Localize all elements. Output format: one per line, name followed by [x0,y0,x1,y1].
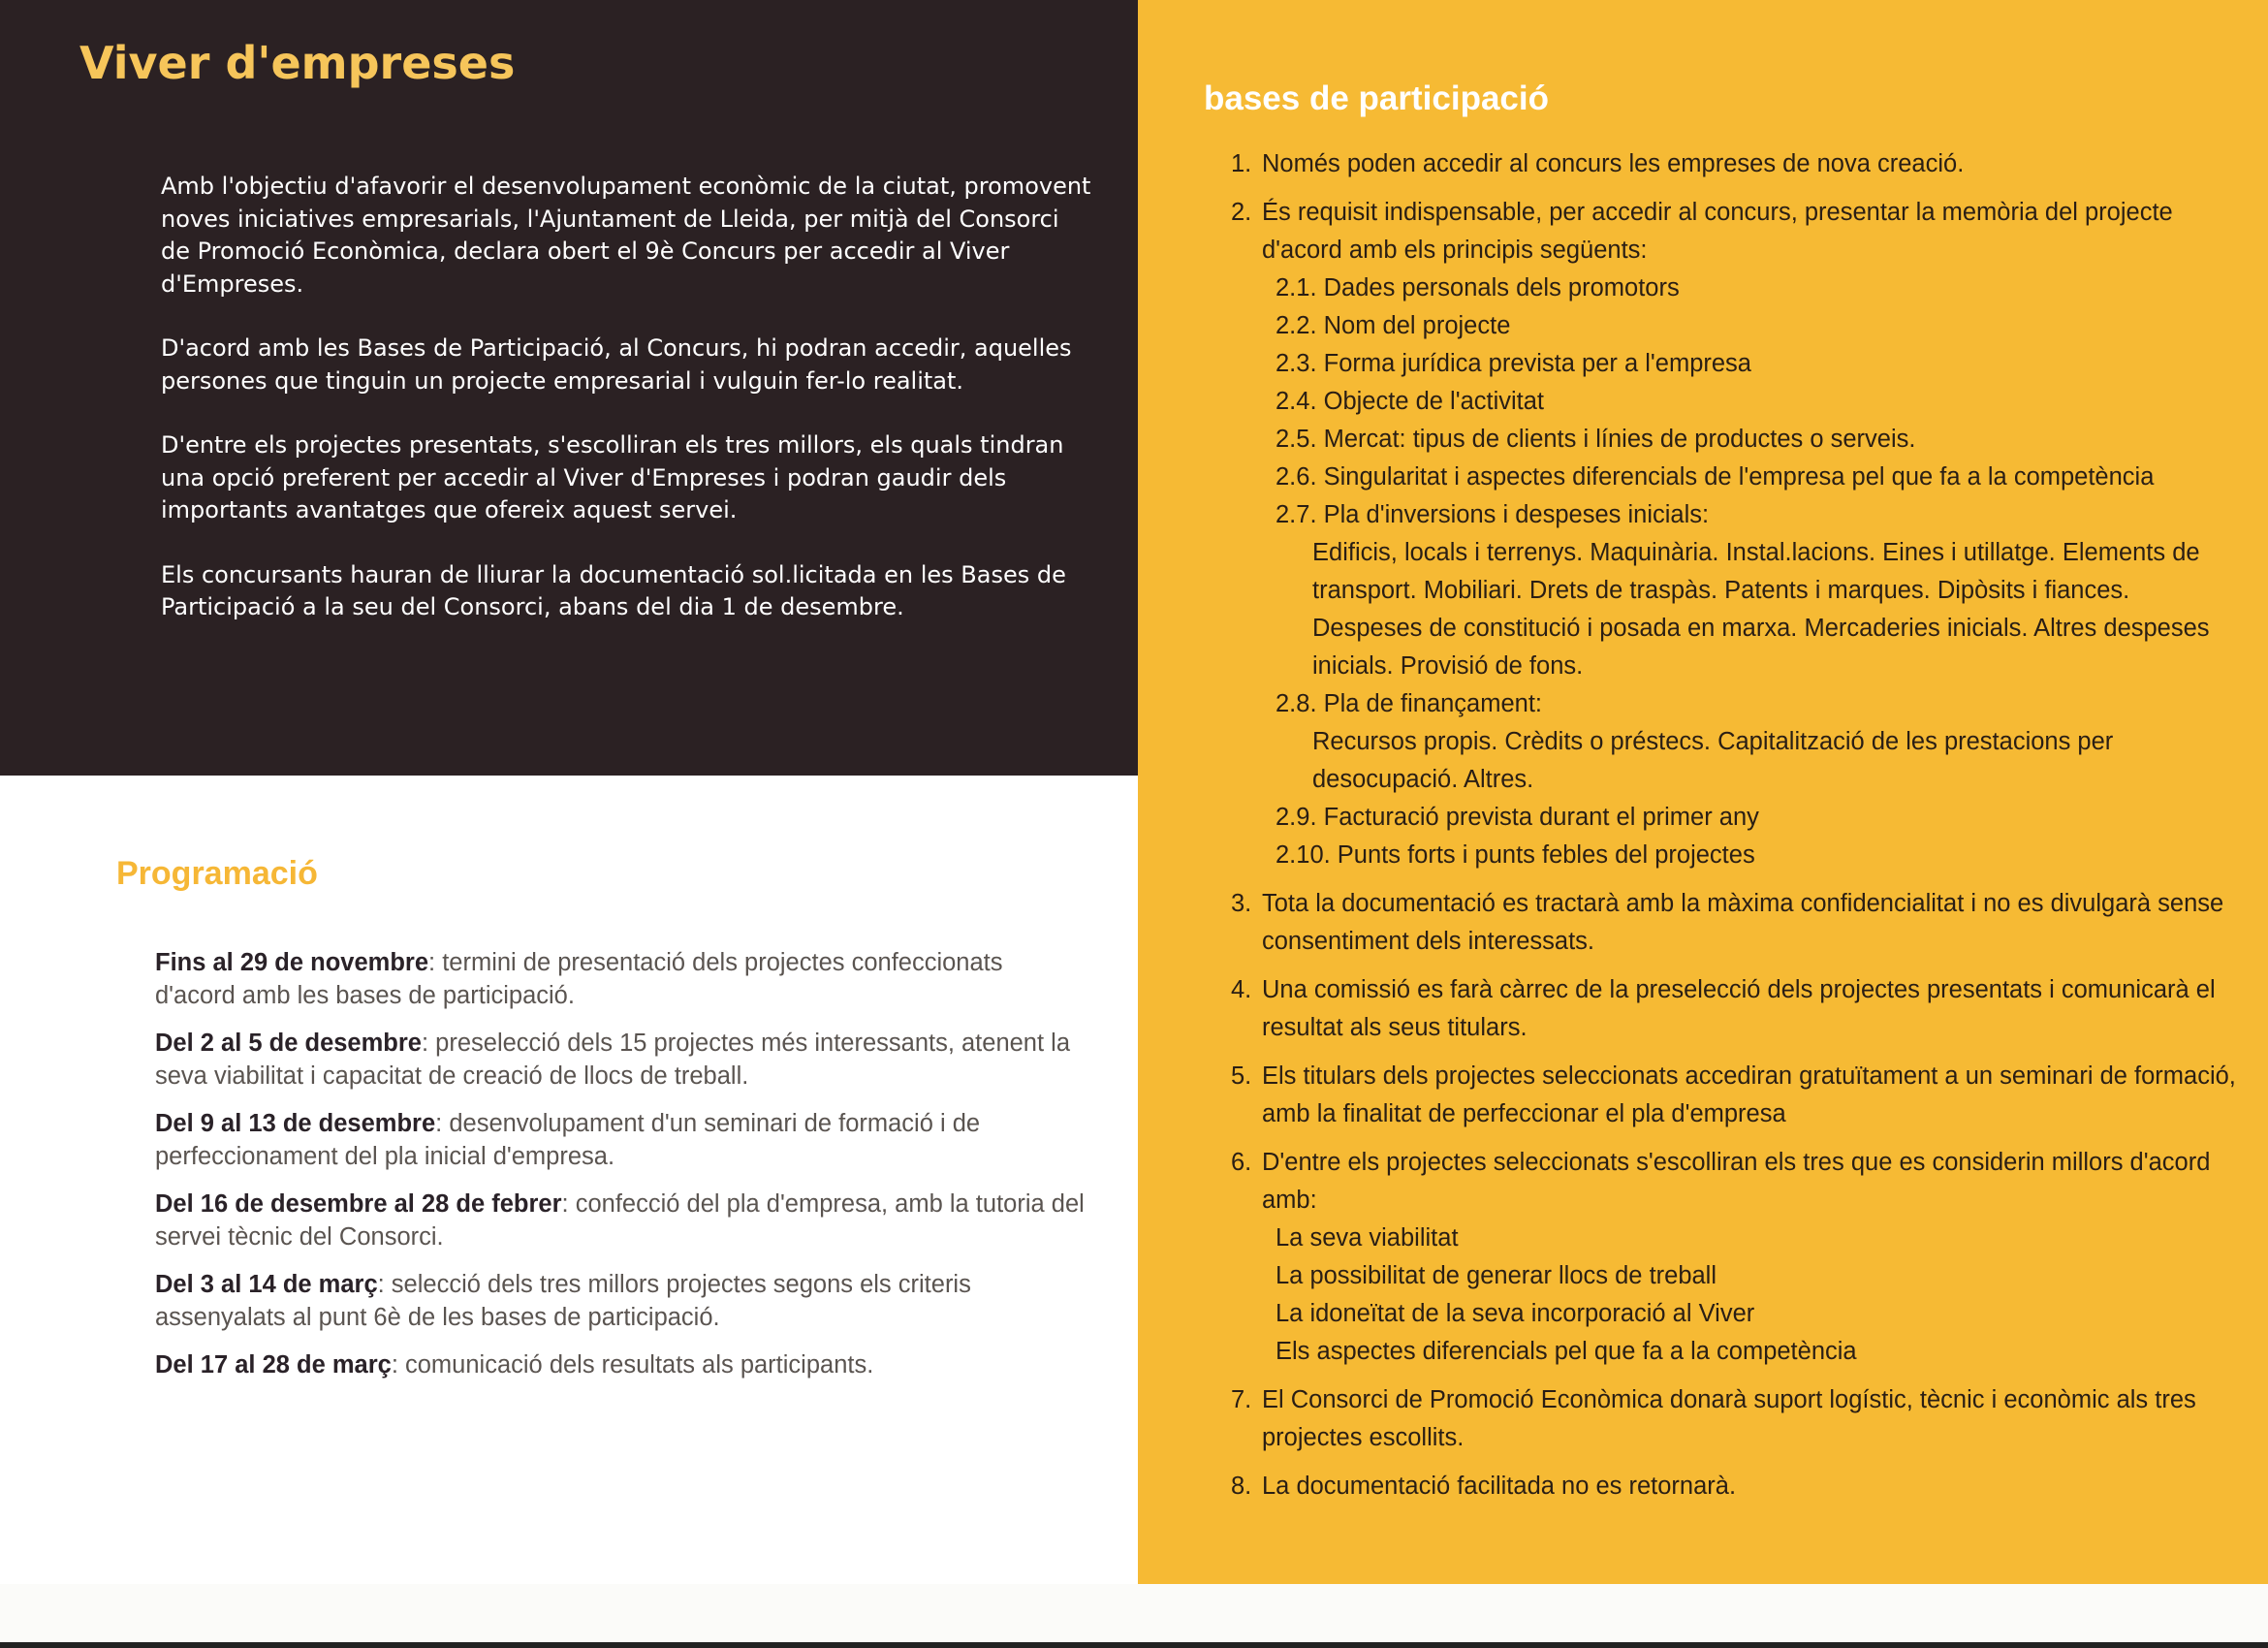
subitem-2-1: 2.1. Dades personals dels promotors [1276,274,1680,301]
intro-paragraph: D'entre els projectes presentats, s'escolliran els tres millors, els quals tindran una opció preferent per accedir al Viver d'Empreses i podran gaudir dels importants avantatges que ofereix aquest servei. [161,431,1064,523]
page-title: Viver d'empreses [79,37,516,89]
page-bottom-border [0,1642,2268,1648]
item-number: 1. [1231,150,1252,177]
schedule-date: Del 17 al 28 de març [155,1351,392,1379]
schedule-item [155,1348,1086,1381]
programacio-list [155,946,1086,1396]
intro-paragraph: D'acord amb les Bases de Participació, al Concurs, hi podran accedir, aquelles persones que tinguin un projecte empresarial i vulguin fer-lo realitat. [161,334,1072,395]
item-number: 8. [1231,1473,1252,1500]
subitem-2-9: 2.9. Facturació prevista durant el primer any [1276,804,1759,831]
schedule-description: : termini de presentació dels projectes confeccionats d'acord amb les bases de participació. [155,949,1003,1009]
schedule-item [155,1107,1086,1173]
criterion-differentials: Els aspectes diferencials pel que fa a la competència [1276,1338,1857,1365]
schedule-description: : desenvolupament d'un seminari de formació i de perfeccionament del pla inicial d'empresa. [155,1110,981,1170]
bases-item-1 [1231,145,2239,183]
schedule-item [155,946,1086,1012]
subitem-2-4: 2.4. Objecte de l'activitat [1276,388,1545,415]
schedule-item [155,1027,1086,1093]
bases-list [1231,145,2239,1516]
schedule-description: : confecció del pla d'empresa, amb la tutoria del servei tècnic del Consorci. [155,1190,1085,1251]
subitem-2-5: 2.5. Mercat: tipus de clients i línies de productes o serveis. [1276,426,1916,453]
item-text: Tota la documentació es tractarà amb la màxima confidencialitat i no es divulgarà sense consentiment dels interessats. [1262,890,2224,955]
bases-item-2 [1231,194,2239,874]
bases-heading: bases de participació [1204,79,1549,117]
intro-paragraph: Amb l'objectiu d'afavorir el desenvolupament econòmic de la ciutat, promovent noves iniciatives empresarials, l'Ajuntament de Lleida, per mitjà del Consorci de Promoció Econòmica, declara obert el 9è Concurs per accedir al Viver d'Empreses. [161,173,1091,298]
bases-item-6 [1231,1144,2239,1371]
criterion-viability: La seva viabilitat [1276,1224,1459,1252]
schedule-date: Del 16 de desembre al 28 de febrer [155,1190,562,1218]
schedule-description: : preselecció dels 15 projectes més interessants, atenent la seva viabilitat i capacitat de creació de llocs de treball. [155,1030,1071,1090]
item-number: 7. [1231,1386,1252,1413]
subitem-2-8-detail: Recursos propis. Crèdits o préstecs. Capitalització de les prestacions per desocupació. Altres. [1312,728,2114,793]
bases-item-7 [1231,1381,2239,1457]
schedule-item [155,1188,1086,1253]
schedule-date: Del 2 al 5 de desembre [155,1030,422,1057]
schedule-description: : selecció dels tres millors projectes segons els criteris assenyalats al punt 6è de les bases de participació. [155,1271,971,1331]
subitem-2-3: 2.3. Forma jurídica prevista per a l'empresa [1276,350,1751,377]
item-text: La documentació facilitada no es retornarà. [1262,1473,1737,1500]
item-text: Només poden accedir al concurs les empreses de nova creació. [1262,150,1965,177]
item-number: 3. [1231,890,1252,917]
page-bottom-strip [0,1584,2268,1648]
item-text: Els titulars dels projectes seleccionats accediran gratuïtament a un seminari de formació, amb la finalitat de perfeccionar el pla d'empresa [1262,1062,2236,1127]
bases-item-5 [1231,1058,2239,1133]
intro-text [161,171,1091,656]
schedule-description: : comunicació dels resultats als participants. [391,1351,874,1379]
programacio-heading: Programació [116,855,318,892]
criterion-suitability: La idoneïtat de la seva incorporació al Viver [1276,1300,1755,1327]
item-text: Una comissió es farà càrrec de la preselecció dels projectes presentats i comunicarà el resultat als seus titulars. [1262,976,2216,1041]
item-number: 5. [1231,1062,1252,1090]
bases-item-8 [1231,1468,2239,1505]
intro-paragraph: Els concursants hauran de lliurar la documentació sol.licitada en les Bases de Participació a la seu del Consorci, abans del dia 1 de desembre. [161,560,1066,620]
bases-item-3 [1231,885,2239,961]
bases-item-4 [1231,971,2239,1047]
criterion-jobs: La possibilitat de generar llocs de treball [1276,1262,1717,1289]
subitem-2-8: 2.8. Pla de finançament: [1276,690,1543,717]
subitem-2-6: 2.6. Singularitat i aspectes diferencials de l'empresa pel que fa a la competència [1276,463,2155,491]
item-number: 2. [1231,199,1252,226]
item-number: 6. [1231,1149,1252,1176]
item-text: El Consorci de Promoció Econòmica donarà suport logístic, tècnic i econòmic als tres projectes escollits. [1262,1386,2196,1451]
subitem-2-2: 2.2. Nom del projecte [1276,312,1511,339]
item-text: D'entre els projectes seleccionats s'escolliran els tres que es considerin millors d'acord amb: [1262,1149,2211,1214]
subitem-2-7-detail: Edificis, locals i terrenys. Maquinària. Instal.lacions. Eines i utillatge. Elements de transport. Mobiliari. Drets de traspàs. Patents i marques. Dipòsits i fiances. Despeses de constitució i posada en marxa. Mercaderies inicials. Altres despeses inicials. Provisió de fons. [1312,539,2210,680]
schedule-date: Fins al 29 de novembre [155,949,429,976]
subitem-2-10: 2.10. Punts forts i punts febles del projectes [1276,841,1755,869]
schedule-date: Del 3 al 14 de març [155,1271,378,1298]
schedule-date: Del 9 al 13 de desembre [155,1110,436,1137]
subitem-2-7: 2.7. Pla d'inversions i despeses inicials: [1276,501,1710,528]
item-text: És requisit indispensable, per accedir al concurs, presentar la memòria del projecte d'acord amb els principis següents: [1262,199,2173,264]
item-number: 4. [1231,976,1252,1003]
schedule-item [155,1268,1086,1334]
